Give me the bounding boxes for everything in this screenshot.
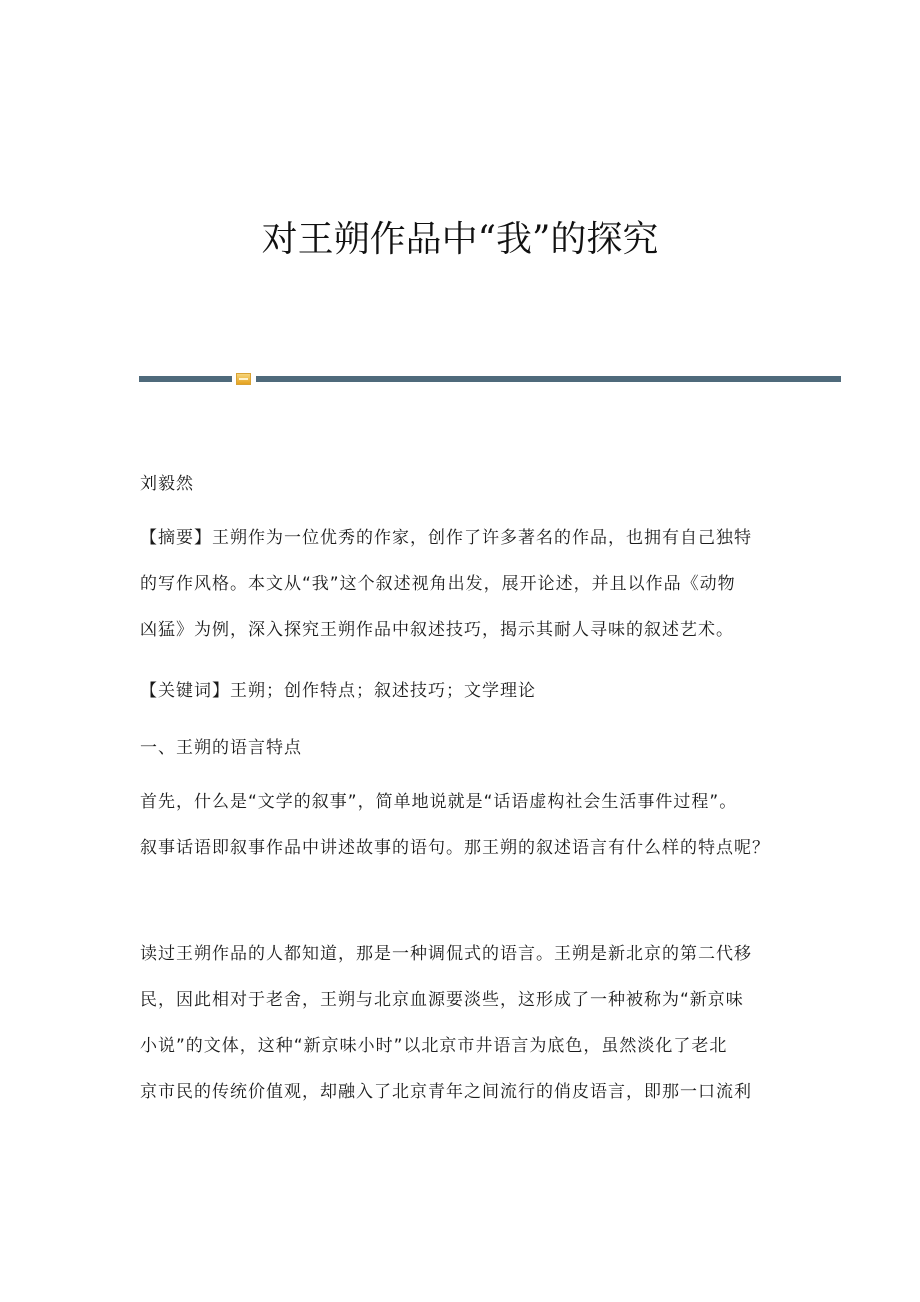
divider-bar-left — [139, 376, 232, 382]
abstract-line: 凶猛》为例，深入探究王朔作品中叙述技巧，揭示其耐人寻味的叙述艺术。 — [140, 620, 734, 640]
paragraph-line: 读过王朔作品的人都知道，那是一种调侃式的语言。王朔是新北京的第二代移 — [140, 944, 752, 964]
author-name: 刘毅然 — [140, 474, 194, 494]
document-title: 对王朔作品中“我”的探究 — [261, 219, 659, 260]
section-heading: 一、王朔的语言特点 — [140, 738, 302, 758]
divider-bar-right — [256, 376, 841, 382]
paragraph-line: 首先，什么是“文学的叙事”，简单地说就是“话语虚构社会生活事件过程”。 — [140, 792, 738, 812]
divider-marker-icon — [236, 373, 251, 385]
keywords: 【关键词】王朔；创作特点；叙述技巧；文学理论 — [140, 681, 536, 701]
paragraph-line: 小说”的文体，这种“新京味小时”以北京市井语言为底色，虽然淡化了老北 — [140, 1036, 728, 1056]
paragraph-line: 叙事话语即叙事作品中讲述故事的语句。那王朔的叙述语言有什么样的特点呢？ — [140, 838, 770, 858]
abstract-line: 【摘要】王朔作为一位优秀的作家，创作了许多著名的作品，也拥有自己独特 — [140, 528, 752, 548]
abstract-paragraph — [140, 521, 790, 648]
paragraph-2 — [140, 937, 790, 1110]
title-divider — [139, 373, 841, 385]
paragraph-1 — [140, 785, 790, 866]
paragraph-line: 京市民的传统价值观，却融入了北京青年之间流行的俏皮语言，即那一口流利 — [140, 1082, 752, 1102]
paragraph-line: 民，因此相对于老舍，王朔与北京血源要淡些，这形成了一种被称为“新京味 — [140, 990, 744, 1010]
abstract-line: 的写作风格。本文从“我”这个叙述视角出发，展开论述，并且以作品《动物 — [140, 574, 736, 594]
